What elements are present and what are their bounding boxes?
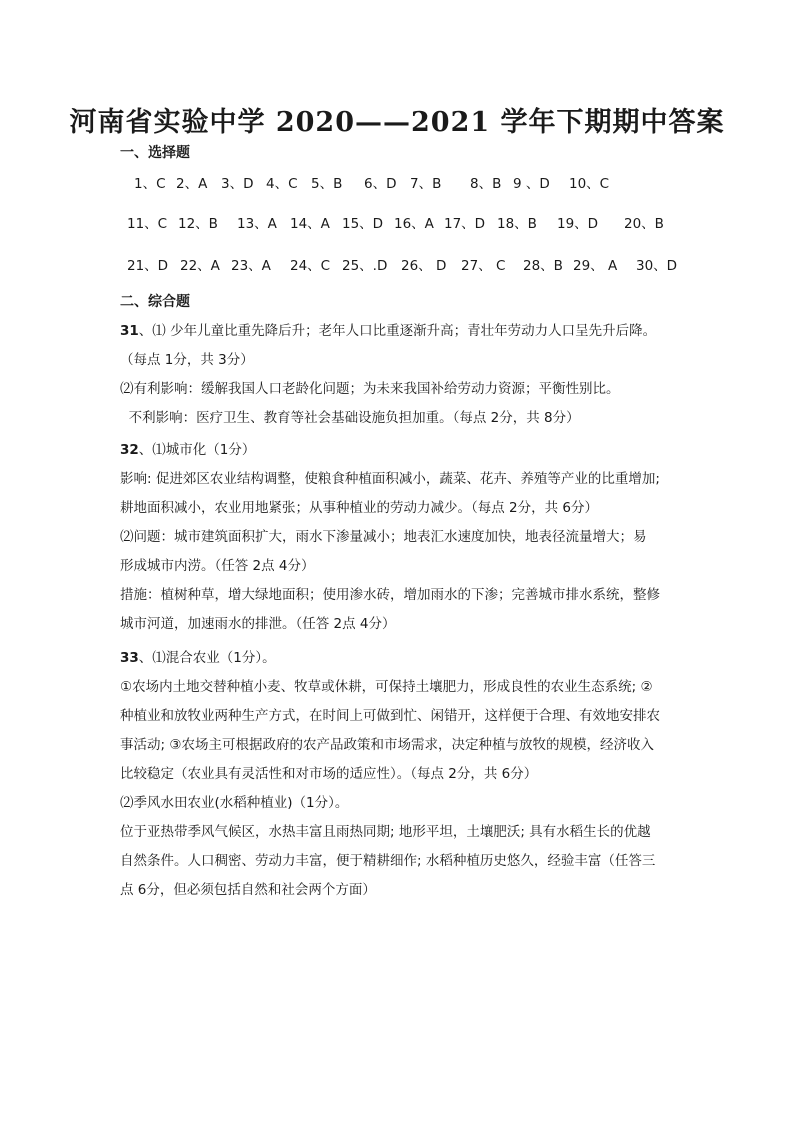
answer-line: 位于亚热带季风气候区，水热丰富且雨热同期; 地形平坦，土壤肥沃; 具有水稻生长的优越	[120, 824, 651, 840]
mc-row-3	[0, 254, 794, 274]
mc-answer: 22、A	[180, 258, 220, 274]
mc-answer: 26、 D	[401, 258, 447, 274]
question-32-answer	[120, 436, 680, 639]
mc-answer: 17、D	[444, 216, 486, 232]
section-heading-multiple-choice: 一、选择题	[120, 145, 190, 161]
answer-line: 点 6分，但必须包括自然和社会两个方面）	[120, 882, 376, 898]
answer-line: 耕地面积减小，农业用地紧张；从事种植业的劳动力减少。（每点 2分，共 6分）	[120, 500, 599, 516]
answer-line: 自然条件。人口稠密、劳动力丰富，便于精耕细作; 水稻种植历史悠久，经验丰富（任答三	[120, 853, 656, 869]
mc-answer: 1、C	[134, 176, 166, 192]
mc-answer: 28、B	[523, 258, 563, 274]
mc-answer: 8、B	[470, 176, 502, 192]
mc-answer: 3、D	[221, 176, 254, 192]
answer-line: ①农场内土地交替种植小麦、牧草或休耕，可保持土壤肥力，形成良性的农业生态系统; ②	[120, 679, 653, 695]
question-33-answer	[120, 644, 680, 905]
mc-answer: 6、D	[364, 176, 397, 192]
answer-line: ⑵问题：城市建筑面积扩大，雨水下渗量减小；地表汇水速度加快，地表径流量增大；易	[120, 529, 647, 545]
mc-answer: 18、B	[497, 216, 537, 232]
mc-answer: 23、A	[231, 258, 271, 274]
answer-line: 形成城市内涝。（任答 2点 4分）	[120, 558, 315, 574]
answer-line: 影响: 促进郊区农业结构调整，使粮食种植面积减小，蔬菜、花卉、养殖等产业的比重增加;	[120, 471, 660, 487]
mc-answer: 4、C	[266, 176, 298, 192]
mc-answer: 15、D	[342, 216, 384, 232]
mc-answer: 5、B	[311, 176, 343, 192]
question-number: 33	[120, 650, 139, 666]
mc-answer: 25、.D	[342, 258, 388, 274]
question-number: 31	[120, 323, 139, 339]
mc-answer: 12、B	[178, 216, 218, 232]
mc-answer: 24、C	[290, 258, 331, 274]
mc-answer: 14、A	[290, 216, 330, 232]
mc-answer: 10、C	[569, 176, 610, 192]
answer-line: 31、⑴ 少年儿童比重先降后升；老年人口比重逐渐升高；青壮年劳动力人口呈先升后降。	[120, 323, 657, 339]
mc-row-1	[0, 172, 794, 192]
section-heading-comprehensive: 二、综合题	[120, 294, 190, 310]
mc-answer: 13、A	[237, 216, 277, 232]
mc-answer: 20、B	[624, 216, 664, 232]
mc-answer: 7、B	[410, 176, 442, 192]
answer-line: 城市河道，加速雨水的排泄。（任答 2点 4分）	[120, 616, 396, 632]
mc-answer: 30、D	[636, 258, 678, 274]
mc-answer: 2、A	[176, 176, 208, 192]
mc-row-2	[0, 212, 794, 232]
mc-answer: 11、C	[127, 216, 168, 232]
mc-answer: 27、 C	[461, 258, 506, 274]
question-31-answer	[120, 317, 680, 433]
mc-answer: 21、D	[127, 258, 169, 274]
answer-line: 种植业和放牧业两种生产方式，在时间上可做到忙、闲错开，这样便于合理、有效地安排农	[120, 708, 660, 724]
answer-line: 不利影响：医疗卫生、教育等社会基础设施负担加重。（每点 2分，共 8分）	[120, 410, 580, 426]
mc-answer: 19、D	[557, 216, 599, 232]
page-title: 河南省实验中学 2020——2021 学年下期期中答案	[69, 107, 725, 138]
answer-line: 33、⑴混合农业（1分）。	[120, 650, 276, 666]
answer-line: 措施：植树种草，增大绿地面积；使用渗水砖，增加雨水的下渗；完善城市排水系统，整修	[120, 587, 660, 603]
mc-answer: 9 、D	[513, 176, 550, 192]
answer-line: （每点 1分，共 3分）	[120, 352, 254, 368]
answer-line: ⑵有利影响：缓解我国人口老龄化问题；为未来我国补给劳动力资源；平衡性别比。	[120, 381, 620, 397]
mc-answer: 29、 A	[573, 258, 618, 274]
answer-line: 比较稳定（农业具有灵活性和对市场的适应性）。（每点 2分，共 6分）	[120, 766, 538, 782]
answer-line: ⑵季风水田农业(水稻种植业)（1分）。	[120, 795, 349, 811]
mc-answer: 16、A	[394, 216, 434, 232]
answer-line: 事活动; ③农场主可根据政府的农产品政策和市场需求，决定种植与放牧的规模，经济收入	[120, 737, 654, 753]
answer-line: 32、⑴城市化（1分）	[120, 442, 256, 458]
question-number: 32	[120, 442, 139, 458]
